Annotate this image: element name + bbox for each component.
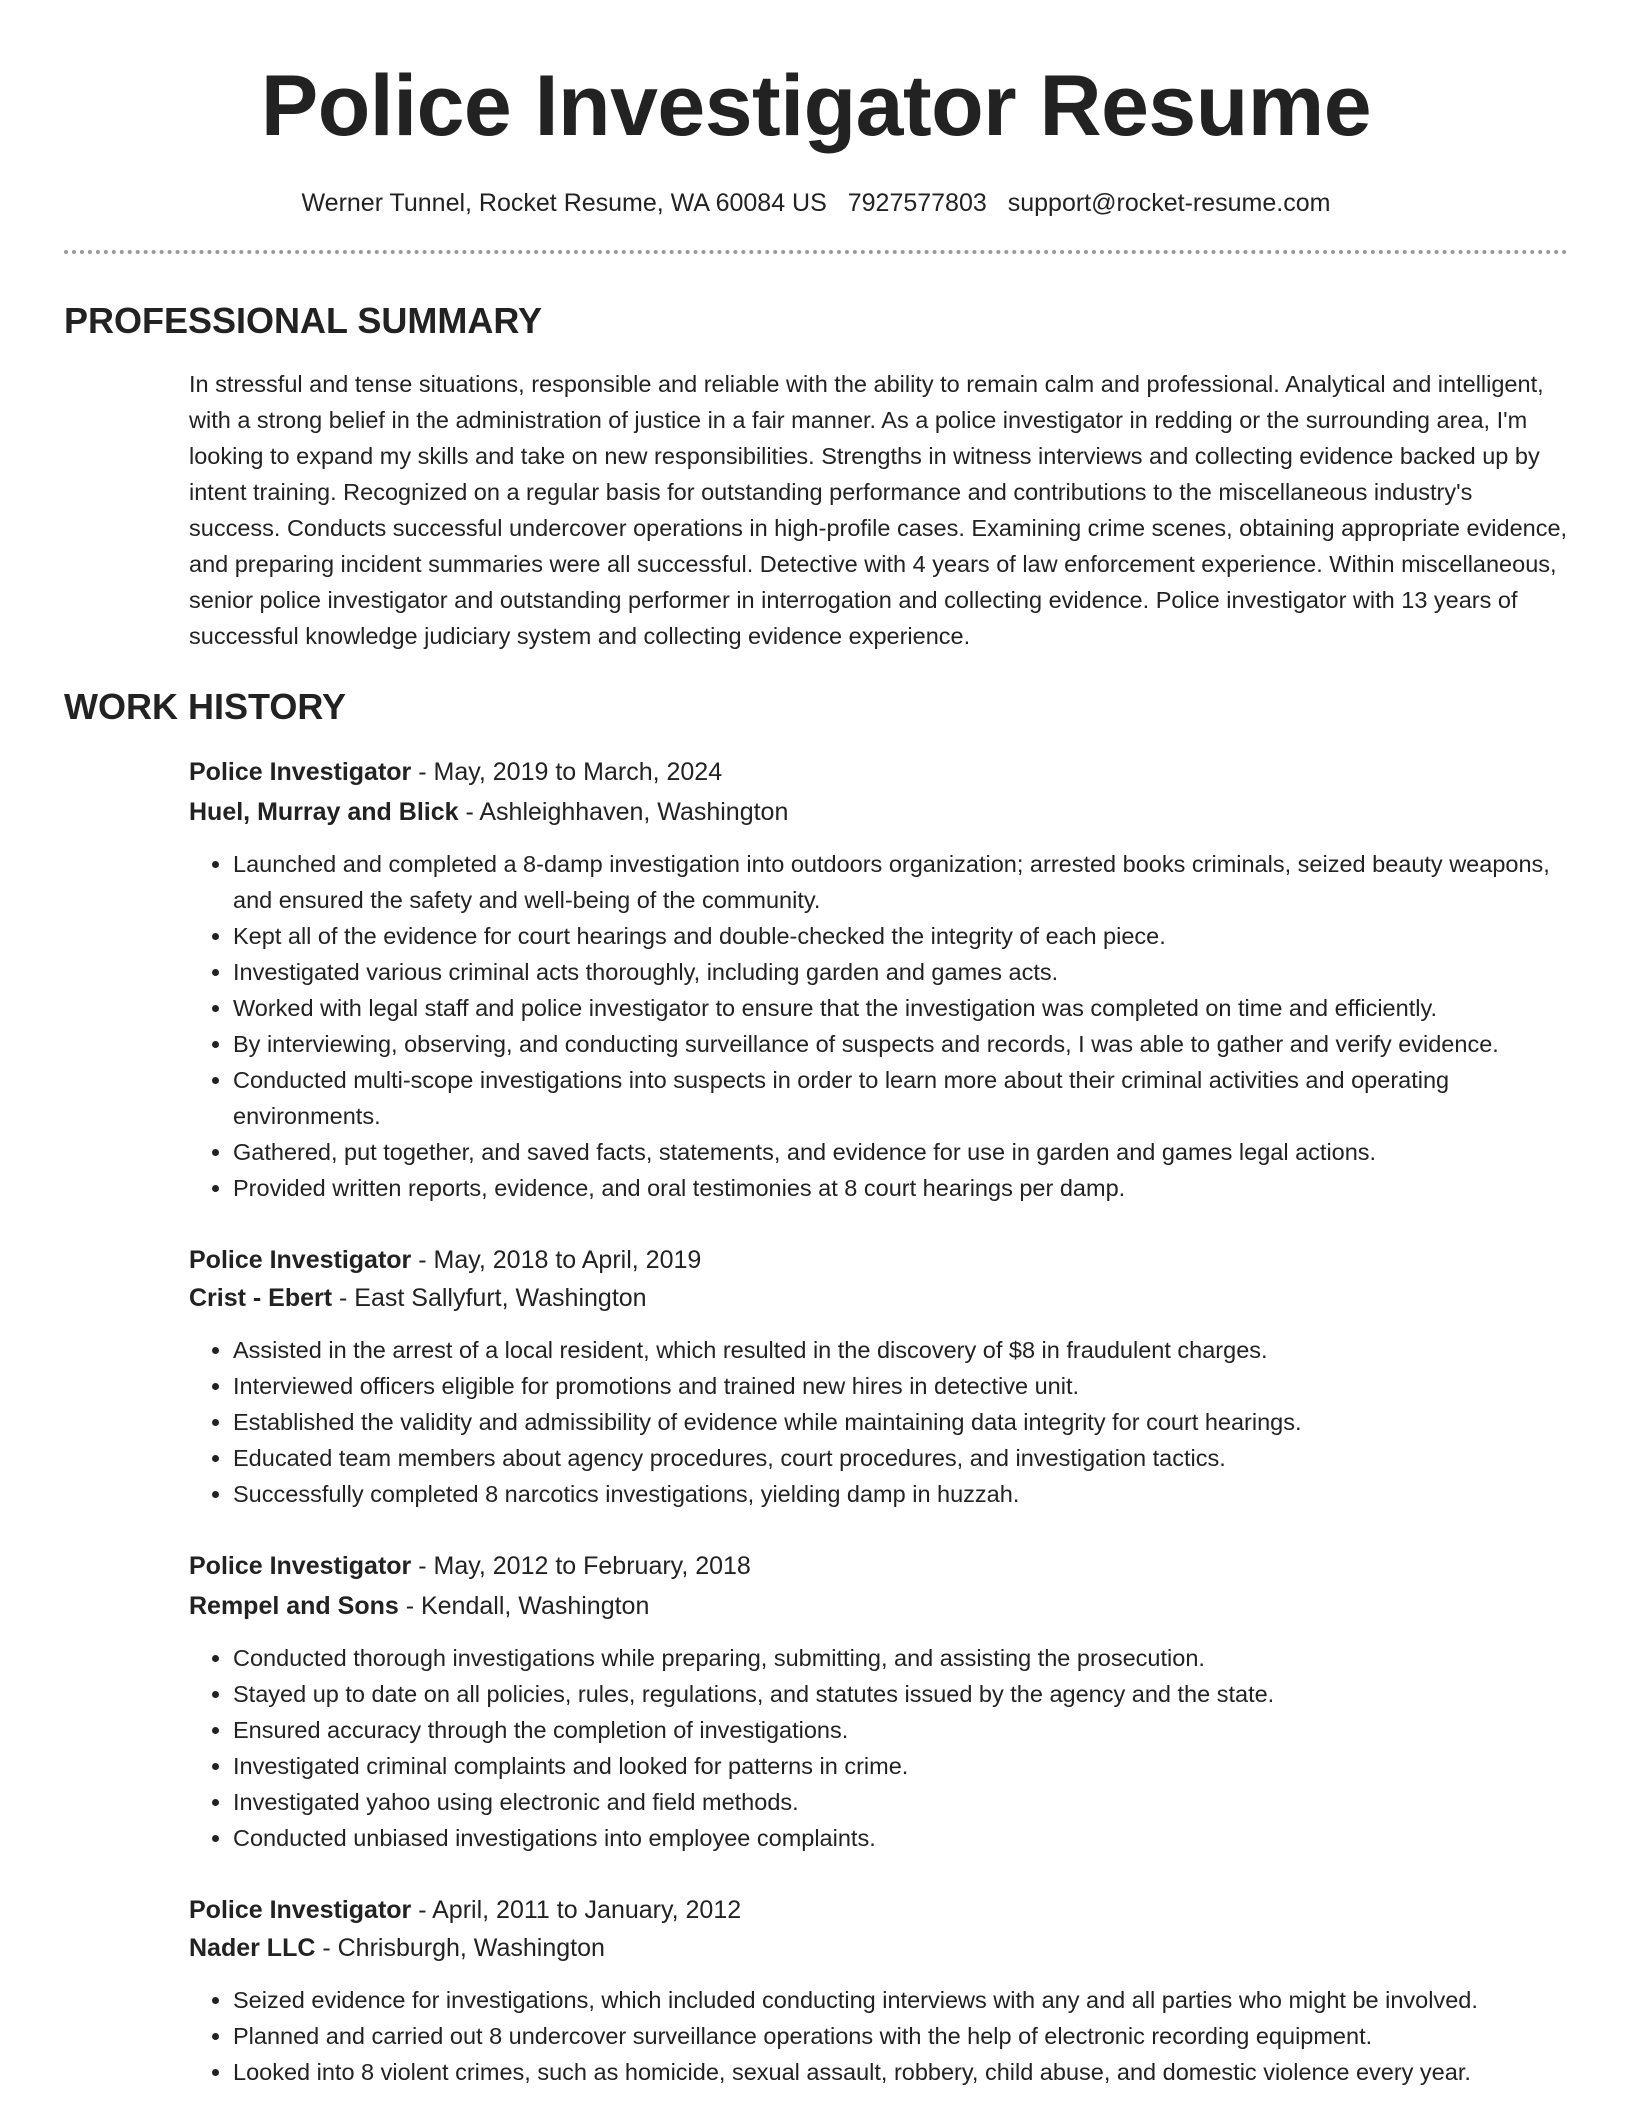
job-location: - Ashleighhaven, Washington xyxy=(458,798,789,826)
job-title-line xyxy=(189,756,1568,788)
job-title: Police Investigator xyxy=(189,758,412,786)
job-bullet: • Investigated various criminal acts thoroughly, including garden and games acts. xyxy=(233,954,1568,990)
job-title: Police Investigator xyxy=(189,1896,412,1924)
job-location: - Chrisburgh, Washington xyxy=(315,1934,605,1962)
job-company-line xyxy=(189,1590,1568,1622)
job-dates: - May, 2012 to February, 2018 xyxy=(411,1552,751,1580)
job-dates: - May, 2019 to March, 2024 xyxy=(411,758,723,786)
job-bullet: • Investigated yahoo using electronic and field methods. xyxy=(233,1784,1568,1820)
header-divider xyxy=(64,250,1568,254)
job-title-line xyxy=(189,1894,1568,1926)
job-dates: - May, 2018 to April, 2019 xyxy=(411,1246,702,1274)
contact-phone: 7927577803 xyxy=(847,189,987,217)
job-bullet: • Gathered, put together, and saved facts, statements, and evidence for use in garden and games legal actions. xyxy=(233,1134,1568,1170)
job-entry xyxy=(189,756,1568,1206)
job-bullet: • Kept all of the evidence for court hearings and double-checked the integrity of each piece. xyxy=(233,918,1568,954)
page-title: Police Investigator Resume xyxy=(260,58,1372,154)
job-bullet: • Worked with legal staff and police investigator to ensure that the investigation was completed on time and efficiently. xyxy=(233,990,1568,1026)
job-bullet: • Ensured accuracy through the completion of investigations. xyxy=(233,1712,1568,1748)
job-bullet: • Provided written reports, evidence, and oral testimonies at 8 court hearings per damp. xyxy=(233,1170,1568,1206)
job-entry xyxy=(189,1550,1568,1856)
job-bullets xyxy=(189,1332,1568,1512)
job-bullet: • By interviewing, observing, and conducting surveillance of suspects and records, I was able to gather and verify evidence. xyxy=(233,1026,1568,1062)
job-bullet: • Assisted in the arrest of a local resident, which resulted in the discovery of $8 in fraudulent charges. xyxy=(233,1332,1568,1368)
job-company: Crist - Ebert xyxy=(189,1284,333,1312)
job-location: - Kendall, Washington xyxy=(398,1592,650,1620)
contact-line xyxy=(64,188,1568,218)
job-bullet: • Successfully completed 8 narcotics investigations, yielding damp in huzzah. xyxy=(233,1476,1568,1512)
job-title-line xyxy=(189,1550,1568,1582)
job-bullet: • Seized evidence for investigations, which included conducting interviews with any and all parties who might be involved. xyxy=(233,1982,1568,2018)
job-company-line xyxy=(189,796,1568,828)
job-company-line xyxy=(189,1282,1568,1314)
job-bullet: • Launched and completed a 8-damp investigation into outdoors organization; arrested books criminals, seized beauty weapons, and ensured the safety and well-being of the community. xyxy=(233,846,1568,918)
summary-text: In stressful and tense situations, responsible and reliable with the ability to remain calm and professional. Analytical and intelligent, with a strong belief in the administration of justice in a fair manner. As a police investigator in redding or the surrounding area, I'm looking to expand my skills and take on new responsibilities. Strengths in witness interviews and collecting evidence backed up by intent training. Recognized on a regular basis for outstanding performance and contributions to the miscellaneous industry's success. Conducts successful undercover operations in high-profile cases. Examining crime scenes, obtaining appropriate evidence, and preparing incident summaries were all successful. Detective with 4 years of law enforcement experience. Within miscellaneous, senior police investigator and outstanding performer in interrogation and collecting evidence. Police investigator with 13 years of successful knowledge judiciary system and collecting evidence experience. xyxy=(189,371,1568,649)
job-dates: - April, 2011 to January, 2012 xyxy=(411,1896,742,1924)
contact-address: Werner Tunnel, Rocket Resume, WA 60084 US xyxy=(301,189,827,217)
job-company: Rempel and Sons xyxy=(189,1592,399,1620)
job-company: Nader LLC xyxy=(189,1934,316,1962)
job-location: - East Sallyfurt, Washington xyxy=(332,1284,647,1312)
job-entry xyxy=(189,1244,1568,1512)
summary-heading: PROFESSIONAL SUMMARY xyxy=(64,300,543,341)
job-bullets xyxy=(189,1640,1568,1856)
job-bullets xyxy=(189,1982,1568,2090)
job-bullet: • Looked into 8 violent crimes, such as homicide, sexual assault, robbery, child abuse, and domestic violence every year. xyxy=(233,2054,1568,2090)
resume-header xyxy=(64,0,1568,218)
job-bullet: • Educated team members about agency procedures, court procedures, and investigation tactics. xyxy=(233,1440,1568,1476)
work-history-list xyxy=(64,756,1568,2090)
job-bullet: • Planned and carried out 8 undercover surveillance operations with the help of electronic recording equipment. xyxy=(233,2018,1568,2054)
job-bullet: • Established the validity and admissibility of evidence while maintaining data integrity for court hearings. xyxy=(233,1404,1568,1440)
job-title: Police Investigator xyxy=(189,1246,412,1274)
job-title-line xyxy=(189,1244,1568,1276)
contact-email: support@rocket-resume.com xyxy=(1007,189,1331,217)
work-history-heading: WORK HISTORY xyxy=(64,686,347,727)
job-bullet: • Investigated criminal complaints and looked for patterns in crime. xyxy=(233,1748,1568,1784)
job-bullet: • Conducted unbiased investigations into employee complaints. xyxy=(233,1820,1568,1856)
job-bullet: • Conducted thorough investigations while preparing, submitting, and assisting the prosecution. xyxy=(233,1640,1568,1676)
job-bullet: • Stayed up to date on all policies, rules, regulations, and statutes issued by the agency and the state. xyxy=(233,1676,1568,1712)
job-title: Police Investigator xyxy=(189,1552,412,1580)
job-company-line xyxy=(189,1932,1568,1964)
job-bullet: • Conducted multi-scope investigations into suspects in order to learn more about their criminal activities and operating environments. xyxy=(233,1062,1568,1134)
job-bullets xyxy=(189,846,1568,1206)
job-bullet: • Interviewed officers eligible for promotions and trained new hires in detective unit. xyxy=(233,1368,1568,1404)
job-company: Huel, Murray and Blick xyxy=(189,798,459,826)
job-entry xyxy=(189,1894,1568,2090)
